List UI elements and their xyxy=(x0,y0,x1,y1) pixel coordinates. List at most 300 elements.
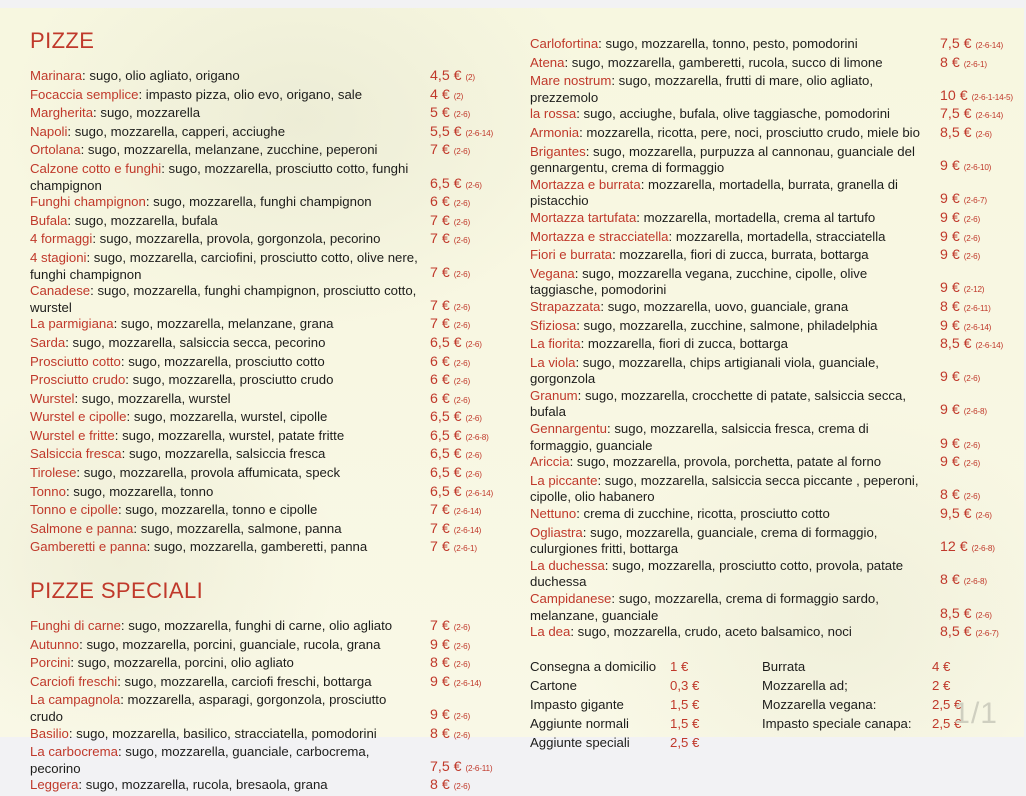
menu-item-description: : sugo, mozzarella, crocchette di patate, salsiccia secca, bufala xyxy=(530,387,907,420)
menu-item xyxy=(30,142,508,161)
section-spacer xyxy=(30,558,508,578)
menu-item-price: 9 € xyxy=(430,636,450,653)
menu-item-price: 7,5 € xyxy=(940,106,972,123)
menu-item-price-cell xyxy=(430,335,508,354)
menu-item xyxy=(30,726,508,745)
menu-item xyxy=(30,674,508,693)
menu-item-allergens: (2-6) xyxy=(975,610,992,620)
menu-item-allergens: (2-6-8) xyxy=(963,407,987,417)
menu-item-description: : sugo, mozzarella, porcini, guanciale, rucola, grana xyxy=(79,636,381,652)
extras-price: 2,5 € xyxy=(932,715,962,731)
menu-item-price: 9,5 € xyxy=(940,506,972,523)
menu-item-allergens: (2-6) xyxy=(465,180,482,190)
extras-label: Burrata xyxy=(762,658,806,674)
menu-item-allergens: (2-6-11) xyxy=(963,303,991,313)
menu-item-price: 6 € xyxy=(430,372,450,389)
menu-item xyxy=(530,506,1026,525)
menu-item-name: Mortazza e burrata xyxy=(530,176,641,192)
menu-item-text xyxy=(30,777,430,794)
menu-item-description: : sugo, mozzarella, funghi champignon xyxy=(145,194,372,210)
menu-item-text xyxy=(30,231,430,248)
menu-item-price: 9 € xyxy=(940,247,960,264)
menu-item-text xyxy=(30,372,430,389)
menu-item-allergens: (2-6-10) xyxy=(963,163,992,173)
menu-item-name: Fiori e burrata xyxy=(530,247,613,263)
extras-price: 2,5 € xyxy=(932,696,962,712)
menu-item-description: : sugo, mozzarella, tonno e cipolle xyxy=(117,502,318,518)
menu-item-description: : sugo, mozzarella, gamberetti, panna xyxy=(146,539,368,555)
menu-item-name: Ortolana xyxy=(30,142,81,158)
menu-item-price-cell xyxy=(430,428,508,447)
section-title: PIZZE SPECIALI xyxy=(30,578,204,604)
menu-item-price: 7,5 € xyxy=(940,36,972,52)
menu-item-text xyxy=(30,142,430,159)
menu-item xyxy=(30,335,508,354)
menu-item xyxy=(530,591,1026,624)
menu-item-name: Tonno xyxy=(30,483,66,499)
menu-item-allergens: (2-6-11) xyxy=(465,763,493,773)
menu-item-price-cell xyxy=(940,572,1026,591)
menu-item xyxy=(530,247,1026,266)
menu-item-price-cell xyxy=(940,247,1026,266)
menu-item xyxy=(530,299,1026,318)
right-column xyxy=(530,8,1026,796)
menu-item-allergens: (2-6-14) xyxy=(465,128,494,138)
menu-item xyxy=(30,316,508,335)
menu-item-allergens: (2-6) xyxy=(453,623,470,633)
menu-item-allergens: (2-6) xyxy=(453,782,470,792)
menu-item-price-cell xyxy=(940,606,1026,625)
menu-item-price: 8,5 € xyxy=(940,124,972,141)
menu-item-description: : sugo, mozzarella, carciofini, prosciutto cotto, olive nere, funghi champignon xyxy=(30,249,418,282)
menu-item-price-cell xyxy=(940,336,1026,355)
menu-item-price: 6,5 € xyxy=(430,334,462,351)
menu-item xyxy=(30,484,508,503)
menu-item-name: Tonno e cipolle xyxy=(30,502,118,518)
menu-item xyxy=(530,454,1026,473)
menu-item-price-cell xyxy=(940,454,1026,473)
menu-item-price-cell xyxy=(430,391,508,410)
extras-row xyxy=(530,695,762,714)
menu-item xyxy=(30,777,508,796)
menu-item-price-cell xyxy=(430,539,508,558)
menu-item-description: : sugo, mozzarella, crema di formaggio sardo, melanzane, guanciale xyxy=(530,591,879,623)
menu-item-price: 8 € xyxy=(940,487,960,504)
menu-item-text xyxy=(530,558,940,591)
extras-row xyxy=(530,657,762,676)
menu-item-price: 8,5 € xyxy=(940,624,972,641)
menu-item-price: 9 € xyxy=(940,191,960,208)
menu-item-allergens: (2-6-1) xyxy=(963,59,987,69)
menu-item-price: 8 € xyxy=(430,777,450,794)
menu-item xyxy=(30,87,508,106)
section-item-list xyxy=(30,68,508,558)
menu-item-name: Gennargentu xyxy=(530,421,607,437)
menu-item-price-cell xyxy=(940,402,1026,421)
menu-item-price: 7 € xyxy=(430,520,450,537)
menu-item-price-cell xyxy=(940,506,1026,525)
menu-item xyxy=(530,229,1026,248)
menu-item-name: Leggera xyxy=(30,777,79,793)
menu-item xyxy=(30,161,508,194)
menu-item-description: : sugo, mozzarella xyxy=(93,105,201,121)
menu-item xyxy=(530,336,1026,355)
menu-item-description: : mozzarella, ricotta, pere, noci, prosciutto crudo, miele bio xyxy=(579,124,920,140)
menu-item-text xyxy=(530,266,940,299)
top-strip xyxy=(0,0,1024,8)
menu-item-description: : sugo, mozzarella, zucchine, salmone, philadelphia xyxy=(576,317,878,333)
menu-item-name: La duchessa xyxy=(530,557,605,573)
menu-item-description: : sugo, mozzarella, prosciutto cotto, provola, patate duchessa xyxy=(530,557,904,590)
menu-item-text xyxy=(530,299,940,316)
extras-price: 1,5 € xyxy=(670,696,700,712)
menu-item-name: Vegana xyxy=(530,265,575,281)
menu-item-name: Granum xyxy=(530,387,578,403)
menu-item-description: : sugo, mozzarella, provola, gorgonzola, pecorino xyxy=(92,231,381,247)
menu-item-description: : sugo, mozzarella, uovo, guanciale, grana xyxy=(600,298,849,314)
menu-item-allergens: (2-6) xyxy=(453,147,470,157)
menu-item-description: : sugo, mozzarella, salsiccia secca piccante , peperoni, cipolle, olio habanero xyxy=(530,472,919,505)
menu-item-text xyxy=(530,106,940,123)
menu-item-description: : sugo, mozzarella, purpuzza al cannonau, guanciale del gennargentu, crema di formaggio xyxy=(530,143,915,176)
menu-item-description: : mozzarella, asparagi, gorgonzola, prosciutto crudo xyxy=(30,692,387,724)
menu-item xyxy=(30,692,508,725)
menu-item-allergens: (2-6) xyxy=(465,414,482,424)
menu-item-price-cell xyxy=(940,539,1026,558)
menu-item-description: : sugo, mozzarella, provola affumicata, speck xyxy=(76,465,341,481)
menu-item-name: La fiorita xyxy=(530,336,581,352)
menu-item-price: 7 € xyxy=(430,264,450,281)
extras-label: Aggiunte normali xyxy=(530,715,629,731)
menu-item-allergens: (2-12) xyxy=(963,285,985,295)
menu-item-price-cell xyxy=(430,759,508,778)
menu-item-allergens: (2-6) xyxy=(975,129,992,139)
menu-item-text xyxy=(30,655,430,672)
menu-item-price-cell xyxy=(430,484,508,503)
menu-item-description: : crema di zucchine, ricotta, prosciutto cotto xyxy=(576,506,830,522)
menu-item-description: : sugo, mozzarella, basilico, stracciatella, pomodorini xyxy=(68,725,377,741)
menu-item-text xyxy=(30,428,430,445)
menu-item-description: : sugo, mozzarella, salsiccia fresca xyxy=(121,446,326,462)
menu-item-allergens: (2-6-8) xyxy=(963,577,987,587)
menu-item-text xyxy=(530,421,940,454)
menu-item-description: : sugo, mozzarella, salsiccia fresca, crema di formaggio, guanciale xyxy=(530,421,869,453)
menu-item-name: Marinara xyxy=(30,68,83,83)
menu-item xyxy=(30,231,508,250)
menu-item-price-cell xyxy=(940,299,1026,318)
extras-label: Cartone xyxy=(530,677,577,693)
menu-item-name: Porcini xyxy=(30,655,71,671)
extras-row xyxy=(530,676,762,695)
menu-item xyxy=(530,106,1026,125)
menu-item-price-cell xyxy=(430,372,508,391)
menu-item-price: 7 € xyxy=(430,297,450,314)
menu-item-price-cell xyxy=(430,194,508,213)
menu-item-allergens: (2-6) xyxy=(453,321,470,331)
menu-item-text xyxy=(30,446,430,463)
menu-item-price: 8 € xyxy=(940,54,960,71)
menu-item-text xyxy=(530,473,940,506)
menu-item-allergens: (2-6) xyxy=(963,252,980,262)
menu-item-description: : sugo, mozzarella, guanciale, crema di formaggio, culurgiones fritti, bottarga xyxy=(530,524,878,557)
menu-item-price-cell xyxy=(430,655,508,674)
extras-group-left xyxy=(530,657,762,752)
menu-item-name: La viola xyxy=(530,354,576,370)
menu-item-allergens: (2-6) xyxy=(453,358,470,368)
menu-item-price: 7 € xyxy=(430,502,450,519)
menu-item-name: Carciofi freschi xyxy=(30,673,118,689)
menu-item-allergens: (2-6-14) xyxy=(453,525,482,535)
menu-item-name: Wurstel e fritte xyxy=(30,427,115,443)
menu-item-price: 7 € xyxy=(430,316,450,333)
menu-item-price: 7 € xyxy=(430,142,450,159)
menu-item-description: : sugo, mozzarella, rucola, bresaola, grana xyxy=(78,777,328,793)
menu-item-price: 8 € xyxy=(430,655,450,672)
menu-item-description: : sugo, mozzarella, frutti di mare, olio agliato, prezzemolo xyxy=(530,73,874,105)
menu-item-name: La carbocrema xyxy=(30,744,118,760)
menu-item-price-cell xyxy=(430,265,508,284)
menu-item-text xyxy=(30,335,430,352)
menu-item-text xyxy=(30,124,430,141)
menu-item-price-cell xyxy=(430,502,508,521)
menu-item-description: : sugo, mozzarella, wurstel xyxy=(74,390,231,406)
menu-item-allergens: (2-6) xyxy=(465,451,482,461)
menu-item-price-cell xyxy=(430,674,508,693)
menu-item-price-cell xyxy=(430,142,508,161)
menu-item-text xyxy=(530,318,940,335)
menu-item-allergens: (2-6-14) xyxy=(975,111,1004,121)
menu-item-price-cell xyxy=(430,298,508,317)
menu-item-price: 6 € xyxy=(430,194,450,211)
menu-item xyxy=(30,354,508,373)
menu-item-price-cell xyxy=(430,465,508,484)
menu-item-description: : sugo, acciughe, bufala, olive taggiasche, pomodorini xyxy=(576,106,890,122)
menu-item-name: Funghi di carne xyxy=(30,618,121,634)
menu-item-name: Basilio xyxy=(30,725,69,741)
menu-item xyxy=(30,194,508,213)
menu-item-name: Prosciutto crudo xyxy=(30,372,126,388)
menu-item-price-cell xyxy=(430,176,508,195)
menu-item xyxy=(30,391,508,410)
menu-item-text xyxy=(30,391,430,408)
menu-item-description: : sugo, mozzarella, guanciale, carbocrema, pecorino xyxy=(30,744,370,776)
left-column xyxy=(30,8,508,796)
menu-item-description: : mozzarella, fiori di zucca, burrata, bottarga xyxy=(612,247,869,263)
menu-item xyxy=(30,502,508,521)
menu-item-text xyxy=(530,229,940,246)
menu-item-name: Gamberetti e panna xyxy=(30,539,147,555)
menu-item-text xyxy=(30,539,430,556)
menu-item-name: La dea xyxy=(530,624,571,640)
menu-item-description: : sugo, mozzarella, wurstel, cipolle xyxy=(126,409,328,425)
menu-item-description: : sugo, mozzarella, melanzane, grana xyxy=(113,316,334,332)
menu-item-allergens: (2-6) xyxy=(963,492,980,502)
menu-item xyxy=(30,124,508,143)
menu-item-name: Calzone cotto e funghi xyxy=(30,160,162,176)
menu-item-description: : sugo, mozzarella, tonno xyxy=(65,483,214,499)
menu-item-price-cell xyxy=(430,409,508,428)
extras-row xyxy=(762,657,1026,676)
menu-item-allergens: (2-6) xyxy=(453,730,470,740)
menu-item xyxy=(530,125,1026,144)
menu-item-text xyxy=(30,409,430,426)
extras-label: Aggiunte speciali xyxy=(530,734,630,750)
menu-item xyxy=(530,558,1026,591)
menu-item-price: 6 € xyxy=(430,353,450,370)
menu-item xyxy=(530,144,1026,177)
menu-item-text xyxy=(30,521,430,538)
menu-item-description: : sugo, mozzarella, prosciutto cotto, funghi champignon xyxy=(30,160,409,193)
menu-item-allergens: (2-6-14) xyxy=(453,678,482,688)
menu-item-description: : sugo, olio agliato, origano xyxy=(82,68,240,83)
menu-item-price: 9 € xyxy=(430,707,450,723)
menu-item-description: : sugo, mozzarella, funghi champignon, prosciutto cotto, wurstel xyxy=(30,283,417,315)
menu-item-price: 7,5 € xyxy=(430,758,462,775)
menu-item-price: 9 € xyxy=(940,435,960,452)
menu-item-price: 5,5 € xyxy=(430,123,462,140)
menu-item xyxy=(530,473,1026,506)
menu-item xyxy=(530,266,1026,299)
extras-row xyxy=(530,733,762,752)
menu-item-price: 8 € xyxy=(940,572,960,589)
menu-item-text xyxy=(30,283,430,316)
menu-item-price: 9 € xyxy=(940,402,960,419)
menu-item-name: Mortazza tartufata xyxy=(530,209,637,225)
menu-item-price: 5 € xyxy=(430,105,450,122)
menu-item-text xyxy=(530,177,940,210)
menu-item xyxy=(30,428,508,447)
menu-item xyxy=(30,250,508,283)
menu-item xyxy=(530,318,1026,337)
extras-label: Impasto gigante xyxy=(530,696,624,712)
menu-item-description: : sugo, mozzarella, melanzane, zucchine, peperoni xyxy=(80,142,378,158)
extras-label: Impasto speciale canapa: xyxy=(762,715,912,731)
menu-item-price-cell xyxy=(430,521,508,540)
menu-item xyxy=(30,521,508,540)
menu-item-text xyxy=(530,355,940,388)
menu-item xyxy=(30,637,508,656)
menu-item-text xyxy=(30,161,430,194)
menu-item-price-cell xyxy=(940,487,1026,506)
menu-item-price-cell xyxy=(430,707,508,726)
menu-item-name: La parmigiana xyxy=(30,316,114,332)
menu-item-name: Napoli xyxy=(30,123,68,139)
menu-item-allergens: (2-6) xyxy=(453,641,470,651)
menu-item-text xyxy=(30,213,430,230)
menu-item-price-cell xyxy=(940,229,1026,248)
menu-item-price: 8 € xyxy=(430,725,450,742)
menu-item-name: Autunno xyxy=(30,636,80,652)
menu-item-price-cell xyxy=(940,318,1026,337)
menu-item-price-cell xyxy=(430,213,508,232)
menu-item-text xyxy=(30,618,430,635)
menu-item-price: 9 € xyxy=(940,158,960,175)
menu-item-text xyxy=(530,624,940,641)
menu-item-price: 4,5 € xyxy=(430,68,462,84)
right-pizza-list xyxy=(530,36,1026,643)
menu-item xyxy=(30,618,508,637)
extras-price: 0,3 € xyxy=(670,677,700,693)
menu-item-price-cell xyxy=(940,36,1026,55)
menu-item-text xyxy=(30,354,430,371)
extras-row xyxy=(762,676,1026,695)
menu-item-allergens: (2-6) xyxy=(963,214,980,224)
menu-columns xyxy=(0,8,1024,796)
menu-item-allergens: (2-6-14) xyxy=(465,488,494,498)
menu-item-name: 4 formaggi xyxy=(30,231,93,247)
menu-item-name: Campidanese xyxy=(530,591,612,606)
menu-item-price: 6,5 € xyxy=(430,175,462,192)
menu-item-name: Wurstel e cipolle xyxy=(30,409,127,425)
menu-item-allergens: (2-6) xyxy=(453,217,470,227)
menu-item xyxy=(530,421,1026,454)
menu-item-allergens: (2-6-14) xyxy=(975,341,1004,351)
menu-item-text xyxy=(530,125,940,142)
menu-item-allergens: (2-6-1-14-5) xyxy=(971,92,1013,102)
menu-item-price: 8,5 € xyxy=(940,605,972,622)
menu-item xyxy=(30,655,508,674)
menu-item-price: 4 € xyxy=(430,86,450,103)
menu-item-name: Canadese xyxy=(30,283,91,299)
menu-item-text xyxy=(530,388,940,421)
menu-item xyxy=(530,177,1026,210)
menu-item-description: : sugo, mozzarella, funghi di carne, olio agliato xyxy=(120,618,393,634)
menu-item-description: : sugo, mozzarella, wurstel, patate fritte xyxy=(114,427,345,443)
menu-item-description: : sugo, mozzarella, salsiccia secca, pecorino xyxy=(65,334,326,350)
menu-item-price: 8,5 € xyxy=(940,336,972,353)
menu-item-price-cell xyxy=(940,436,1026,455)
menu-item-name: La campagnola xyxy=(30,692,121,708)
menu-item-price-cell xyxy=(430,231,508,250)
menu-item-allergens: (2-6-1) xyxy=(453,544,477,554)
extras-label: Consegna a domicilio xyxy=(530,658,657,674)
extras-label: Mozzarella ad; xyxy=(762,677,848,693)
menu-item-name: Funghi champignon xyxy=(30,194,146,210)
menu-item-description: : sugo, mozzarella, prosciutto crudo xyxy=(125,372,334,388)
extras-price: 1 € xyxy=(670,658,689,674)
left-sections xyxy=(30,28,508,796)
menu-item-name: Ogliastra xyxy=(530,524,583,540)
menu-item-price: 9 € xyxy=(430,673,450,690)
menu-item-name: Bufala xyxy=(30,212,68,228)
page-indicator: 1/1 xyxy=(953,697,998,730)
menu-item-price: 9 € xyxy=(940,317,960,334)
menu-item-name: Brigantes xyxy=(530,143,586,159)
menu-item xyxy=(30,283,508,316)
menu-item-text xyxy=(30,465,430,482)
menu-item-name: Focaccia semplice xyxy=(30,86,139,102)
menu-item xyxy=(30,213,508,232)
menu-item xyxy=(530,388,1026,421)
menu-item-description: : sugo, mozzarella, capperi, acciughe xyxy=(67,123,286,139)
menu-item-text xyxy=(30,68,430,85)
menu-item-price-cell xyxy=(940,158,1026,177)
menu-item-description: : sugo, mozzarella, gamberetti, rucola, succo di limone xyxy=(564,54,883,70)
menu-item-price: 7 € xyxy=(430,539,450,556)
menu-item-text xyxy=(530,73,940,106)
menu-item-allergens: (2-6) xyxy=(453,712,470,721)
menu-item xyxy=(530,210,1026,229)
menu-item-text xyxy=(530,525,940,558)
extras-price: 1,5 € xyxy=(670,715,700,731)
menu-item-price-cell xyxy=(940,624,1026,643)
menu-item-name: 4 stagioni xyxy=(30,249,87,265)
menu-item-name: Strapazzata xyxy=(530,298,601,314)
menu-item-description: : impasto pizza, olio evo, origano, sale xyxy=(138,86,363,102)
menu-item-price-cell xyxy=(430,124,508,143)
menu-item-name: Salsiccia fresca xyxy=(30,446,122,462)
menu-item-text xyxy=(530,336,940,353)
